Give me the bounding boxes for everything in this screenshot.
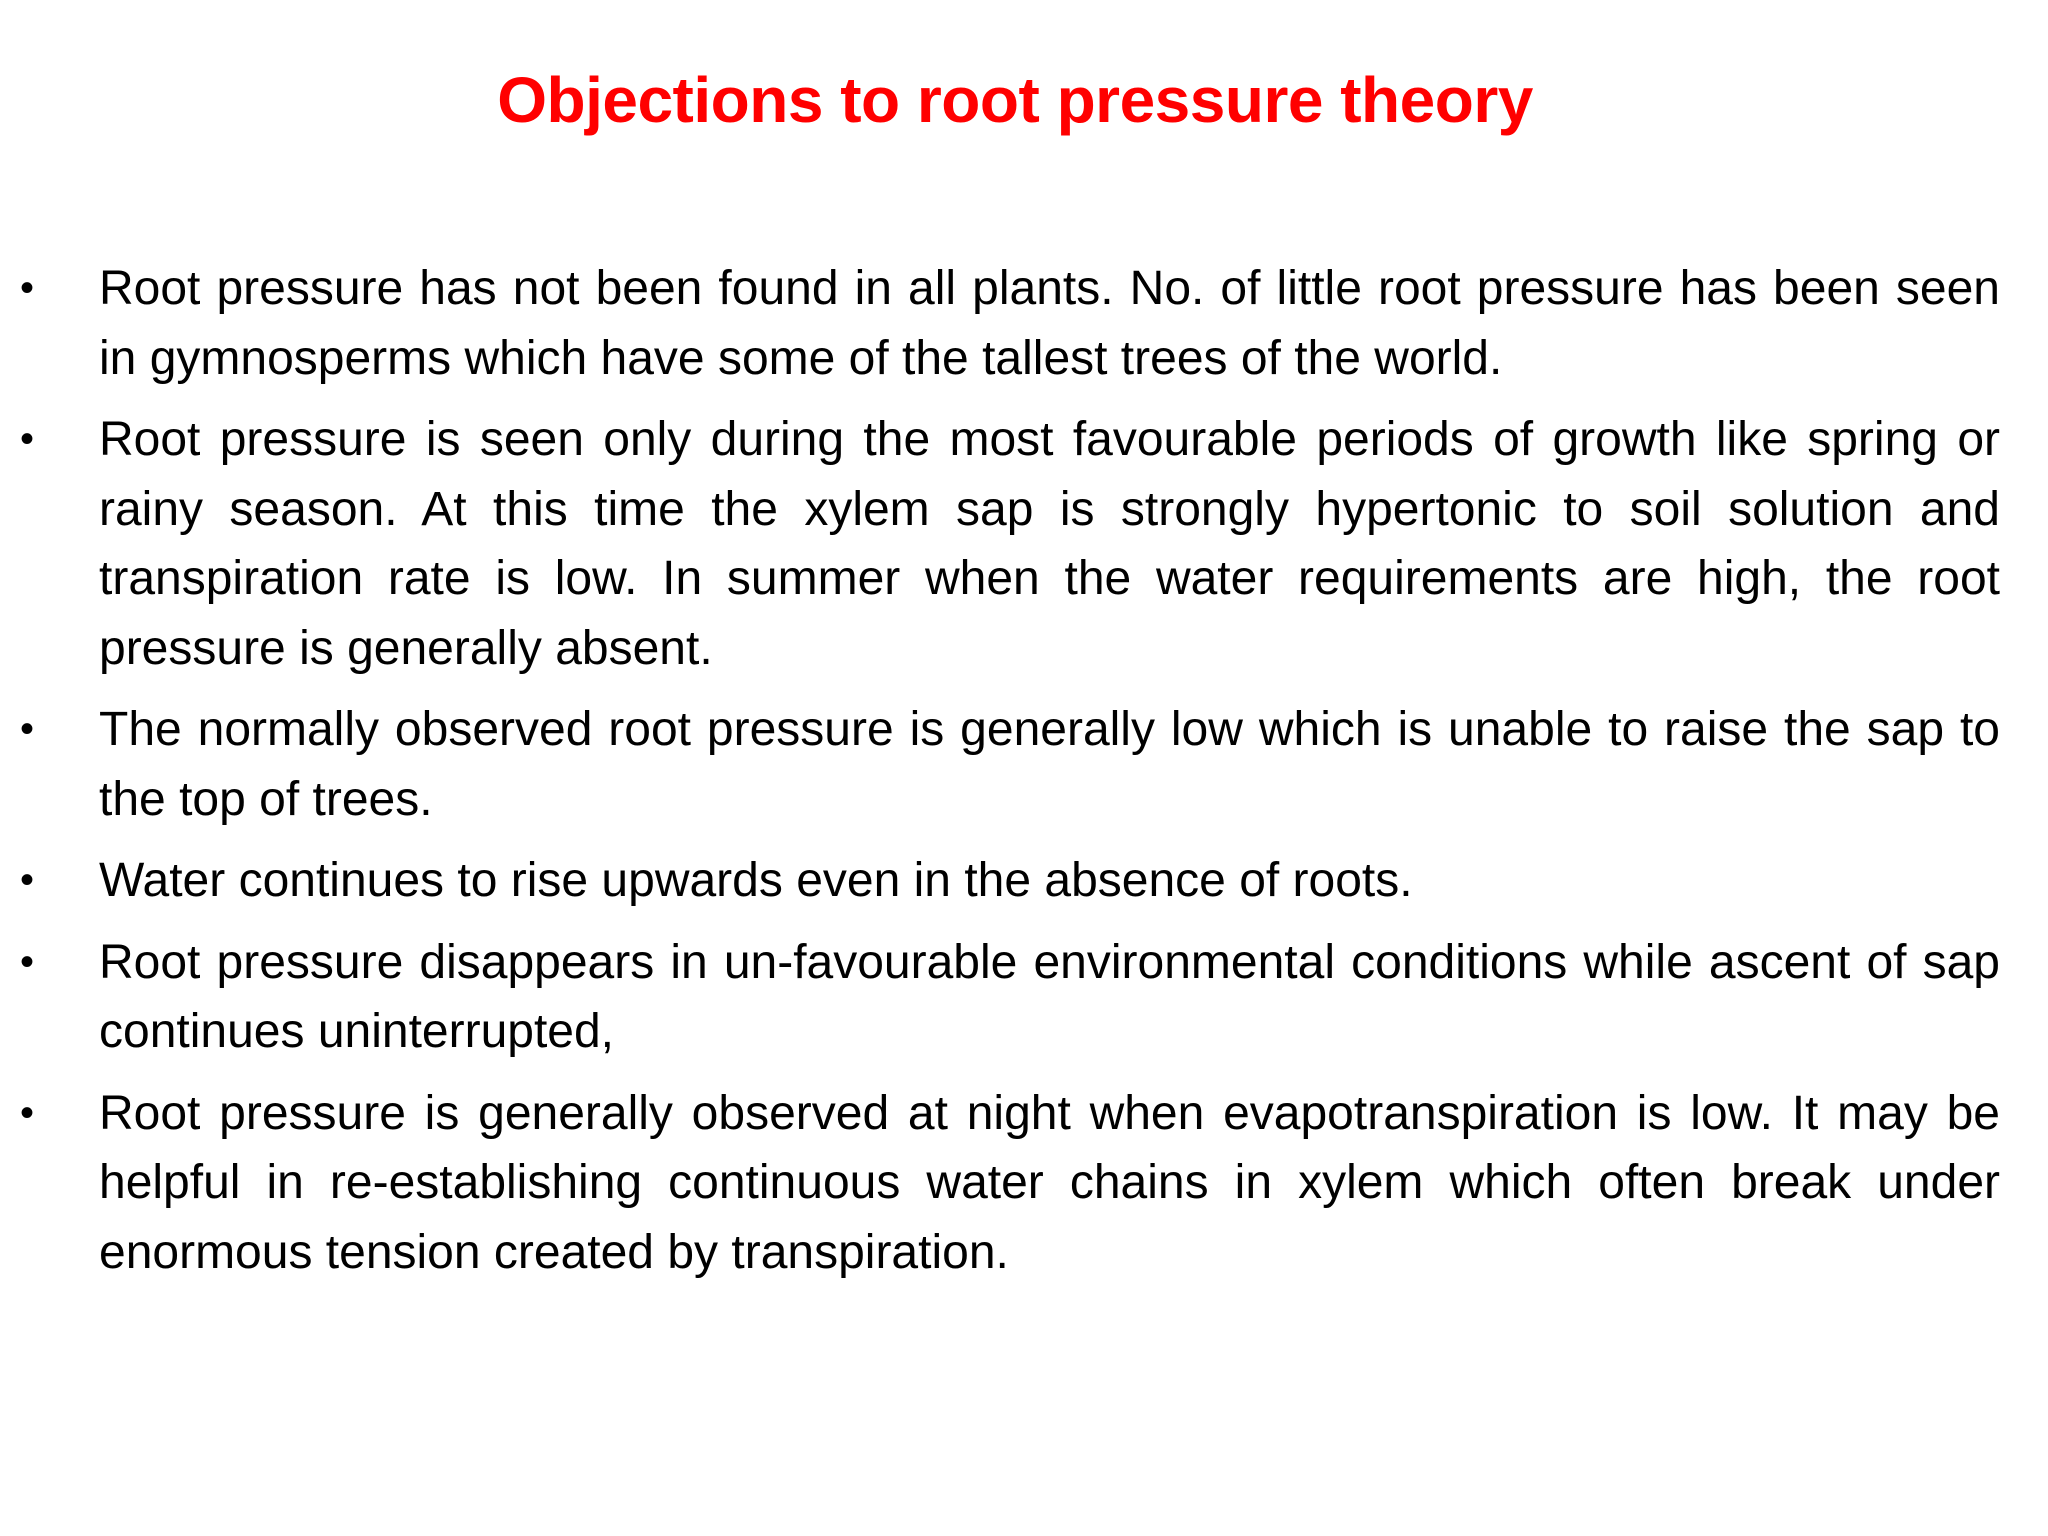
- bullet-item-4: [0, 846, 2048, 916]
- bullet-text: Root pressure disappears in un-favourable environmental conditions while ascent of sap continues uninterrupted,: [99, 935, 2000, 1058]
- bullet-text: The normally observed root pressure is generally low which is unable to raise the sap to the top of trees.: [99, 703, 2000, 826]
- bullet-item-2: [0, 405, 2048, 683]
- bullet-item-3: [0, 695, 2048, 834]
- bullet-text: Root pressure is seen only during the most favourable periods of growth like spring or rainy season. At this time the xylem sap is strongly hypertonic to soil solution and transpiration rate is low. In summer when the water requirements are high, the root pressure is generally absent.: [99, 413, 2000, 675]
- bullet-text: Root pressure has not been found in all plants. No. of little root pressure has been seen in gymnosperms which have some of the tallest trees of the world.: [99, 262, 2000, 385]
- bullet-text: Water continues to rise upwards even in the absence of roots.: [99, 854, 1413, 907]
- bullet-dot-icon: •: [20, 266, 35, 310]
- bullet-item-5: [0, 928, 2048, 1067]
- bullet-item-6: [0, 1079, 2048, 1288]
- bullet-text: Root pressure is generally observed at night when evapotranspiration is low. It may be helpful in re-establishing continuous water chains in xylem which often break under enormous tension created by transpiration.: [99, 1086, 2000, 1279]
- bullet-dot-icon: •: [20, 417, 35, 461]
- bullet-dot-icon: •: [20, 1090, 35, 1135]
- slide-title: Objections to root pressure theory: [497, 64, 1533, 136]
- bullet-dot-icon: •: [20, 707, 35, 751]
- bullet-list: [0, 254, 2048, 1299]
- bullet-dot-icon: •: [20, 858, 35, 902]
- bullet-item-1: [0, 254, 2048, 393]
- bullet-dot-icon: •: [20, 939, 35, 984]
